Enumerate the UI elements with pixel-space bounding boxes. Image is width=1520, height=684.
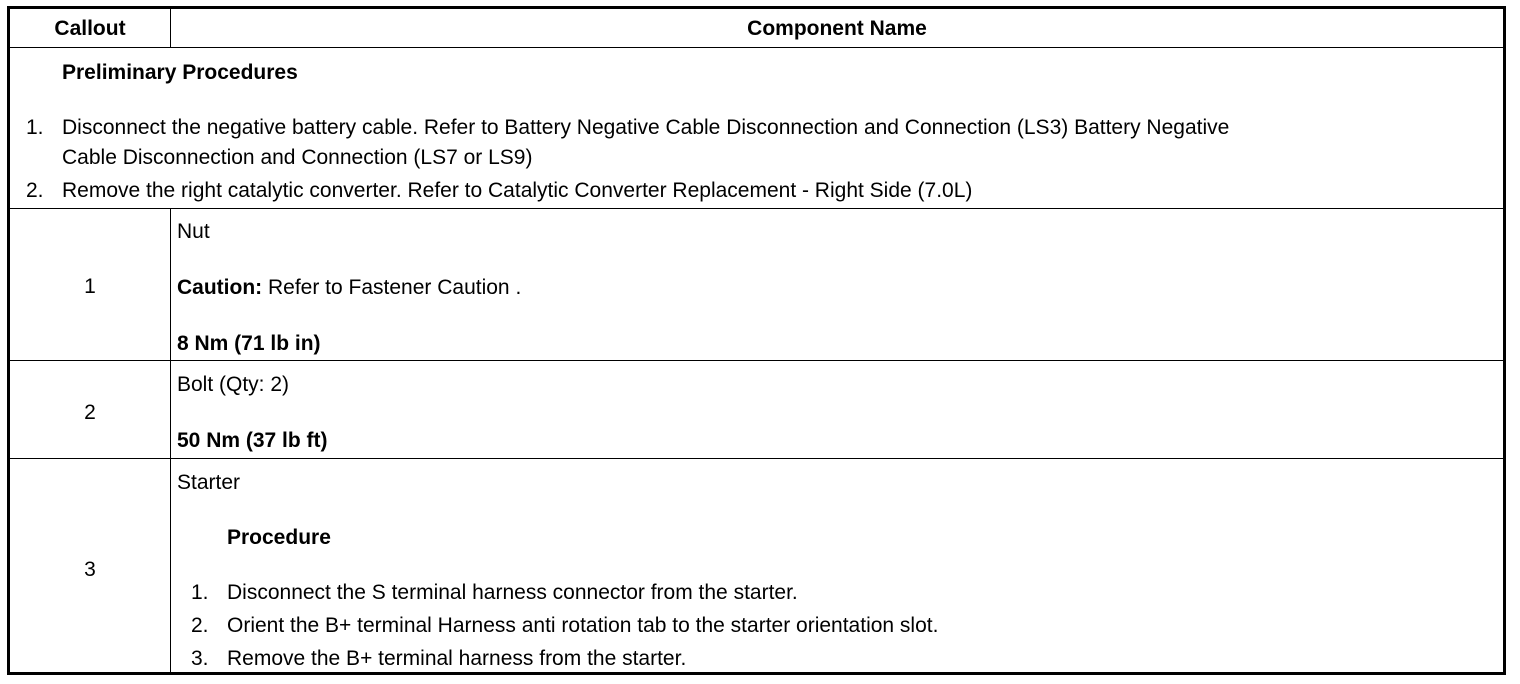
preliminary-procedures-title: Preliminary Procedures (62, 61, 298, 84)
row-3-callout: 3 (84, 558, 96, 581)
row-3-step-text-2: Orient the B+ terminal Harness anti rotation tab to the starter orientation slot. (227, 614, 939, 637)
callout-header: Callout (54, 17, 126, 40)
row-2-component-name: Bolt (Qty: 2) (177, 373, 290, 396)
row-3-step-number-2: 2. (191, 614, 209, 637)
row-3-step-text-1: Disconnect the S terminal harness connector from the starter. (227, 581, 798, 604)
row-3-step-number-1: 1. (191, 581, 209, 604)
prelim-step-text-1: Disconnect the negative battery cable. Refer to Battery Negative Cable Disconnection and Connection (LS3) Battery Negative (62, 116, 1230, 139)
prelim-step-text-2: Remove the right catalytic converter. Refer to Catalytic Converter Replacement - Right Side (7.0L) (62, 179, 973, 202)
row-divider-3 (10, 458, 1503, 459)
row-divider-2 (10, 360, 1503, 361)
caution-text: Refer to Fastener Caution . (262, 276, 522, 299)
row-3-procedure-title: Procedure (227, 526, 331, 549)
row-2-callout: 2 (84, 401, 96, 424)
prelim-step-number-2: 2. (26, 179, 44, 202)
component-table (7, 6, 1506, 675)
prelim-step-number-1: 1. (26, 116, 44, 139)
row-3-step-text-3: Remove the B+ terminal harness from the starter. (227, 647, 687, 670)
row-2-torque: 50 Nm (37 lb ft) (177, 429, 328, 452)
row-divider-1 (10, 208, 1503, 209)
column-divider (170, 208, 171, 672)
row-3-component-name: Starter (177, 471, 241, 494)
row-1-torque: 8 Nm (71 lb in) (177, 332, 321, 355)
header-divider (10, 47, 1503, 48)
row-1-caution (177, 275, 521, 301)
prelim-step-text-1-continued: Cable Disconnection and Connection (LS7 or LS9) (62, 146, 533, 169)
row-1-component-name: Nut (177, 220, 210, 243)
component-name-header: Component Name (747, 17, 927, 40)
row-3-step-number-3: 3. (191, 647, 209, 670)
row-1-callout: 1 (84, 275, 96, 298)
caution-label: Caution: (177, 276, 263, 299)
